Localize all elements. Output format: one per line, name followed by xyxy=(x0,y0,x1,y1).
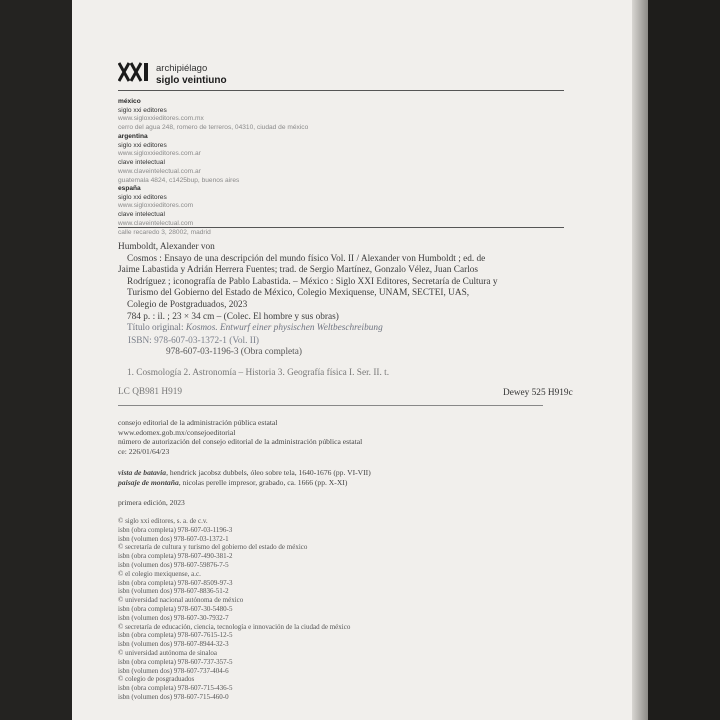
image-credit xyxy=(118,468,371,478)
copyright-line: isbn (volumen dos) 978-607-8944-32-3 xyxy=(118,640,229,649)
copyright-line: © el colegio mexiquense, a.c. xyxy=(118,569,201,578)
original-title-label: Título original: xyxy=(127,323,186,334)
middle-rule xyxy=(118,227,564,228)
publisher-name: siglo xxi editores xyxy=(118,193,167,201)
publisher-url: www.sigloxxieditores.com.mx xyxy=(118,115,204,123)
page-edge xyxy=(632,0,648,720)
image-credit xyxy=(118,478,371,488)
copyright-line: isbn (obra completa) 978-607-737-357-5 xyxy=(118,657,233,666)
logo-line-2: siglo veintiuno xyxy=(156,75,227,86)
dewey-classification: Dewey 525 H919c xyxy=(503,388,573,398)
top-rule xyxy=(118,90,564,91)
catalog-desc-line: Turismo del Gobierno del Estado de México, Colegio Mexiquense, UNAM, SECTEI, UAS, xyxy=(127,288,470,299)
copyright-line: isbn (volumen dos) 978-607-737-404-6 xyxy=(118,666,229,675)
copyright-line: isbn (volumen dos) 978-607-8836-51-2 xyxy=(118,587,229,596)
publisher-name: siglo xxi editores xyxy=(118,106,167,114)
copyright-line: isbn (volumen dos) 978-607-59876-7-5 xyxy=(118,560,229,569)
background-right xyxy=(648,0,720,720)
copyright-line: isbn (obra completa) 978-607-8509-97-3 xyxy=(118,578,233,587)
publisher-url: www.sigloxxieditores.com xyxy=(118,202,194,210)
copyright-line: © secretaría de educación, ciencia, tecnología e innovación de la ciudad de méxico xyxy=(118,622,351,631)
image-credit-detail: , hendrick jacobsz dubbels, óleo sobre tela, 1640-1676 (pp. VI-VII) xyxy=(166,468,371,477)
council-line: número de autorización del consejo editorial de la administración pública estatal xyxy=(118,437,363,446)
copyright-line: isbn (volumen dos) 978-607-03-1372-1 xyxy=(118,534,229,543)
publisher-address: guatemala 4824, c1425bup, buenos aires xyxy=(118,176,240,184)
publisher-name-2: clave intelectual xyxy=(118,159,165,167)
copyright-line: isbn (obra completa) 978-607-715-436-5 xyxy=(118,684,233,693)
publisher-url: www.sigloxxieditores.com.ar xyxy=(118,150,201,158)
image-title: paisaje de montaña xyxy=(118,478,179,488)
publisher-argentina xyxy=(118,133,239,185)
catalog-desc-line: Colegio de Postgraduados, 2023 xyxy=(127,299,248,310)
catalog-desc-line: 784 p. : il. ; 23 × 34 cm – (Colec. El hombre y sus obras) xyxy=(127,311,339,322)
copyright-line: isbn (obra completa) 978-607-03-1196-3 xyxy=(118,525,233,534)
council-line: ce: 226/01/64/23 xyxy=(118,446,170,456)
editorial-council xyxy=(118,418,362,456)
catalog-original-title xyxy=(118,323,518,335)
catalog-author: Humboldt, Alexander von xyxy=(118,242,215,252)
copyright-line: isbn (obra completa) 978-607-7615-12-5 xyxy=(118,631,233,640)
publisher-address: calle recaredo 3, 28002, madrid xyxy=(118,228,211,236)
copyright-list xyxy=(118,517,350,702)
copyright-page xyxy=(72,0,632,720)
catalog-rule xyxy=(118,405,543,406)
publisher-country: méxico xyxy=(118,98,141,105)
logo-line-1: archipiélago xyxy=(156,63,208,74)
edition-note: primera edición, 2023 xyxy=(118,498,185,507)
catalog-record xyxy=(118,242,518,335)
catalog-subjects: 1. Cosmología 2. Astronomía – Historia 3. Geografía física I. Ser. II. t. xyxy=(127,368,390,378)
background-left xyxy=(0,0,72,720)
publisher-espana xyxy=(118,185,211,237)
catalog-desc-line: Jaime Labastida y Adrián Herrera Fuentes; trad. de Sergio Martínez, Gonzalo Vélez, Juan Carlos xyxy=(118,265,479,276)
siglo-xxi-logo-icon xyxy=(118,62,152,82)
copyright-line: isbn (obra completa) 978-607-490-381-2 xyxy=(118,552,233,561)
publisher-country: argentina xyxy=(118,133,148,140)
image-credits xyxy=(118,468,371,489)
copyright-line: © universidad autónoma de sinaloa xyxy=(118,648,218,657)
copyright-line: isbn (obra completa) 978-607-30-5480-5 xyxy=(118,604,233,613)
publisher-name-2: clave intelectual xyxy=(118,211,165,219)
publisher-url-2: www.claveintelectual.com.ar xyxy=(118,167,201,175)
copyright-line: © colegio de posgraduados xyxy=(118,675,195,684)
council-line: consejo editorial de la administración pública estatal xyxy=(118,418,278,427)
publisher-url-2: www.claveintelectual.com xyxy=(118,219,194,227)
council-line: www.edomex.gob.mx/consejoeditorial xyxy=(118,427,236,437)
copyright-line: © secretaría de cultura y turismo del gobierno del estado de méxico xyxy=(118,543,308,552)
original-title-text: Kosmos. Entwurf einer physischen Weltbeschreibung xyxy=(185,323,383,334)
publisher-country: españa xyxy=(118,185,141,192)
copyright-line: isbn (volumen dos) 978-607-715-460-0 xyxy=(118,692,229,701)
copyright-line: © universidad nacional autónoma de méxico xyxy=(118,596,244,605)
publisher-mexico xyxy=(118,98,308,133)
isbn-volume: ISBN: 978-607-03-1372-1 (Vol. II) xyxy=(128,336,260,346)
publisher-name: siglo xxi editores xyxy=(118,141,167,149)
catalog-desc-line: Rodríguez ; iconografía de Pablo Labastida. – México : Siglo XXI Editores, Secretaría de Cultura y xyxy=(127,276,498,287)
image-title: vista de batavia xyxy=(118,468,167,477)
isbn-complete: 978-607-03-1196-3 (Obra completa) xyxy=(166,347,302,357)
lc-classification: LC QB981 H919 xyxy=(118,387,183,397)
catalog-desc-line: Cosmos : Ensayo de una descripción del mundo físico Vol. II / Alexander von Humboldt ; ed. de xyxy=(127,253,486,264)
image-credit-detail: , nicolas perelle impresor, grabado, ca. 1666 (pp. X-XI) xyxy=(178,478,348,488)
copyright-line: © siglo xxi editores, s. a. de c.v. xyxy=(118,517,208,525)
copyright-line: isbn (volumen dos) 978-607-30-7932-7 xyxy=(118,613,229,622)
publisher-address: cerro del agua 248, romero de terreros, 04310, ciudad de méxico xyxy=(118,124,309,132)
